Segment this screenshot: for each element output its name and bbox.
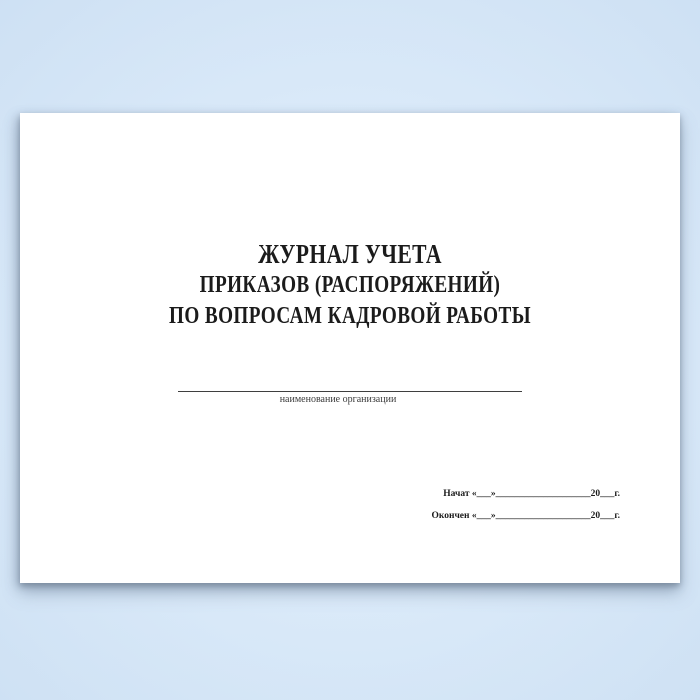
date-started-label: Начат bbox=[443, 489, 470, 499]
date-started-blank: «___»____________________20___г. bbox=[469, 489, 620, 499]
journal-cover-page bbox=[20, 113, 680, 583]
journal-dates bbox=[431, 488, 620, 522]
date-finished-blank: «___»____________________20___г. bbox=[469, 511, 620, 521]
title-line-1: ЖУРНАЛ УЧЕТА bbox=[258, 239, 442, 269]
title-line-3: ПО ВОПРОСАМ КАДРОВОЙ РАБОТЫ bbox=[169, 303, 531, 329]
date-finished-label: Окончен bbox=[431, 511, 470, 521]
date-started-line bbox=[431, 488, 620, 500]
date-finished-line bbox=[431, 510, 620, 522]
organization-name-caption: наименование организации bbox=[279, 394, 397, 405]
journal-title bbox=[86, 239, 614, 332]
title-line-2: ПРИКАЗОВ (РАСПОРЯЖЕНИЙ) bbox=[199, 272, 501, 298]
organization-name-field bbox=[178, 391, 522, 405]
